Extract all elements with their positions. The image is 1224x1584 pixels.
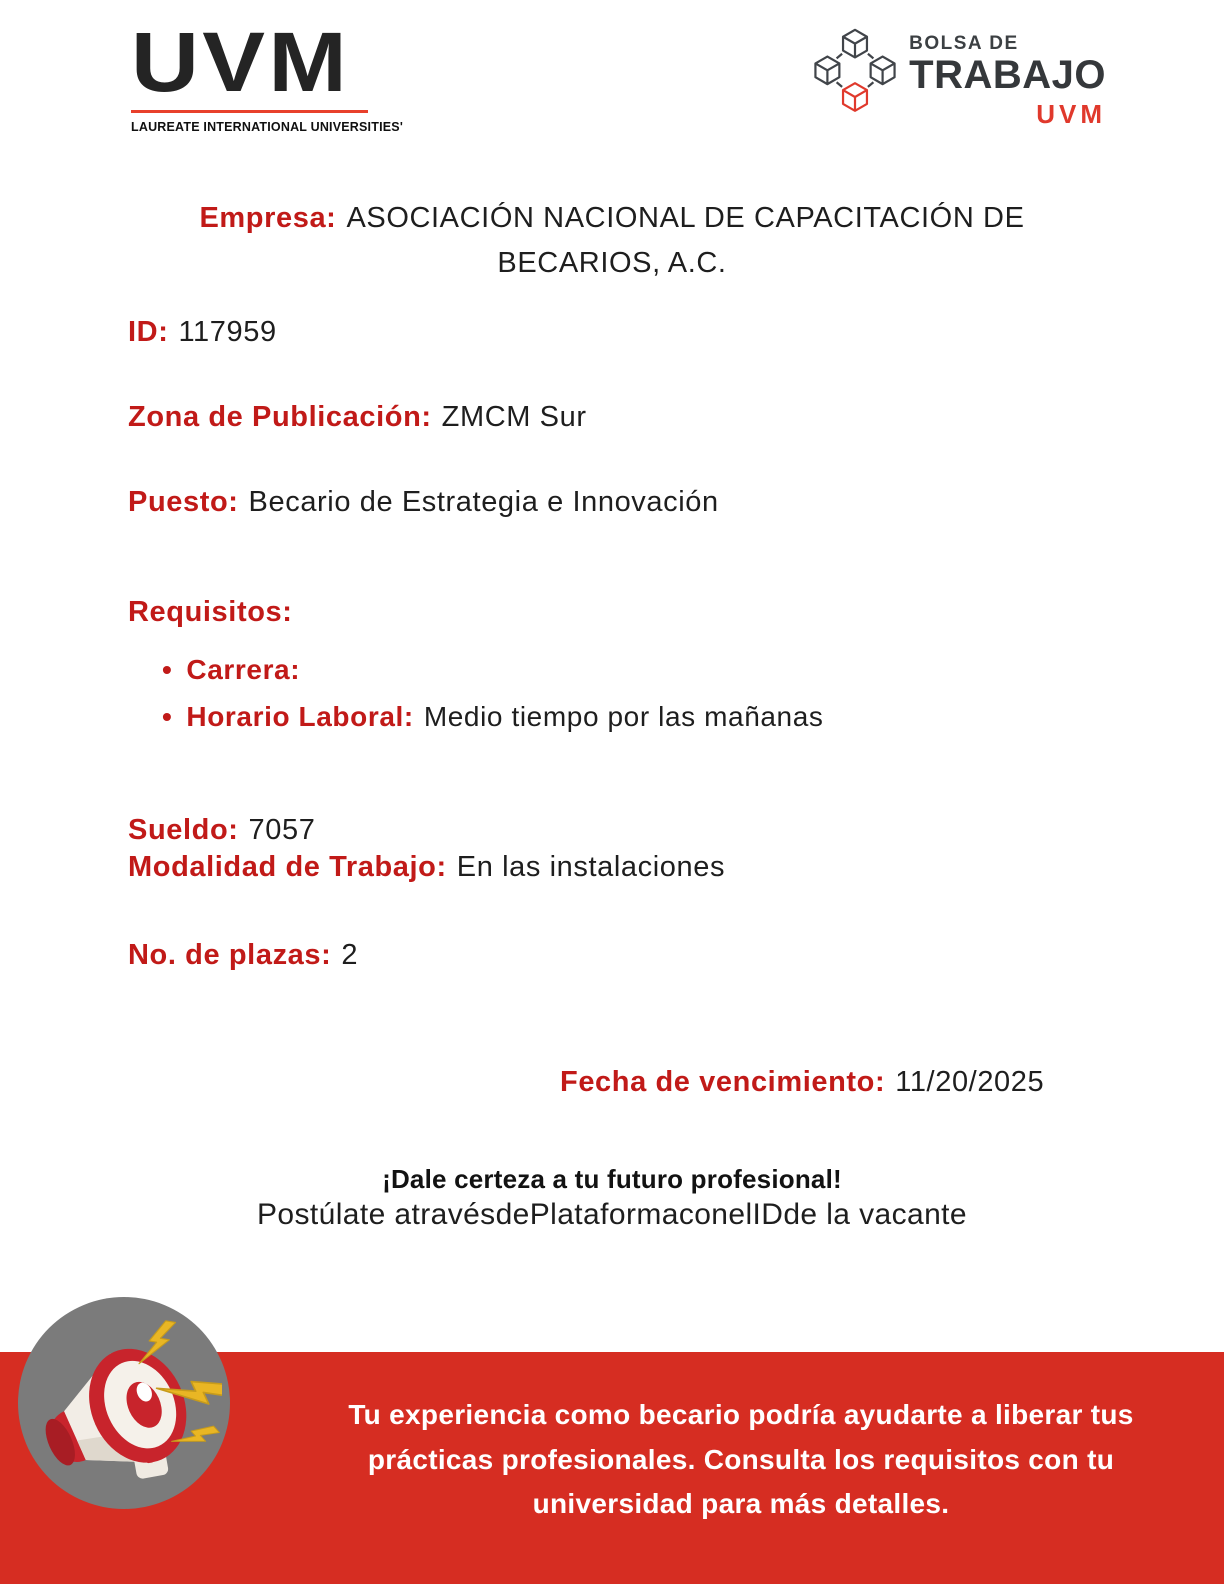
modalidad-value: En las instalaciones — [456, 851, 726, 883]
field-fecha-vencimiento — [560, 1066, 1044, 1099]
bolsa-logo-line2: TRABAJO — [909, 53, 1106, 97]
puesto-label: Puesto: — [128, 486, 239, 518]
field-modalidad — [128, 851, 725, 884]
sueldo-value: 7057 — [248, 814, 316, 846]
id-label: ID: — [128, 316, 169, 348]
megaphone-badge — [18, 1297, 230, 1509]
bullet-icon: • — [162, 654, 173, 685]
modalidad-label: Modalidad de Trabajo: — [128, 851, 447, 883]
fecha-value: 11/20/2025 — [895, 1066, 1045, 1098]
bolsa-logo-line3: UVM — [1036, 98, 1106, 129]
list-item-horario — [162, 693, 824, 740]
puesto-value: Becario de Estrategia e Innovación — [248, 486, 719, 518]
cta-headline: ¡Dale certeza a tu futuro profesional! — [382, 1164, 842, 1194]
plazas-value: 2 — [341, 939, 359, 971]
megaphone-icon — [26, 1303, 222, 1503]
carrera-label: Carrera: — [186, 654, 301, 685]
cubes-icon — [809, 24, 901, 124]
empresa-value: ASOCIACIÓN NACIONAL DE CAPACITACIÓN DE BECARIOS, A.C. — [346, 202, 1025, 279]
uvm-logo-underline — [131, 110, 368, 113]
zona-value: ZMCM Sur — [441, 401, 587, 433]
field-id — [128, 316, 277, 349]
fecha-label: Fecha de vencimiento: — [560, 1066, 886, 1098]
bolsa-logo-text — [909, 24, 1106, 130]
cta-subline: Postúlate atravésdePlataformaconelIDde la vacante — [256, 1198, 967, 1231]
requisitos-label: Requisitos: — [128, 596, 293, 628]
empresa-label: Empresa: — [199, 202, 337, 234]
uvm-logo-tagline: LAUREATE INTERNATIONAL UNIVERSITIES' — [131, 120, 403, 135]
field-zona-publicacion — [128, 401, 587, 434]
field-empresa — [0, 196, 1224, 286]
uvm-logo-text: UVM — [131, 15, 351, 109]
horario-value: Medio tiempo por las mañanas — [423, 701, 824, 733]
field-puesto — [128, 486, 719, 519]
field-requisitos-title — [128, 596, 303, 629]
field-sueldo — [128, 814, 315, 847]
id-value: 117959 — [178, 316, 277, 348]
zona-label: Zona de Publicación: — [128, 401, 432, 433]
list-item-carrera — [162, 646, 824, 693]
requisitos-list — [162, 646, 824, 740]
horario-label: Horario Laboral: — [186, 701, 414, 733]
uvm-logo — [131, 15, 403, 135]
sueldo-label: Sueldo: — [128, 814, 239, 846]
plazas-label: No. de plazas: — [128, 939, 332, 971]
bullet-icon: • — [162, 701, 173, 733]
footer-banner-text: Tu experiencia como becario podría ayudarte a liberar tus prácticas profesionales. Consulta los requisitos con tu universidad para más detalles. — [348, 1398, 1134, 1520]
bolsa-de-trabajo-logo — [809, 24, 1106, 130]
field-plazas — [128, 939, 358, 972]
bolsa-logo-line1: BOLSA DE — [909, 33, 1019, 54]
